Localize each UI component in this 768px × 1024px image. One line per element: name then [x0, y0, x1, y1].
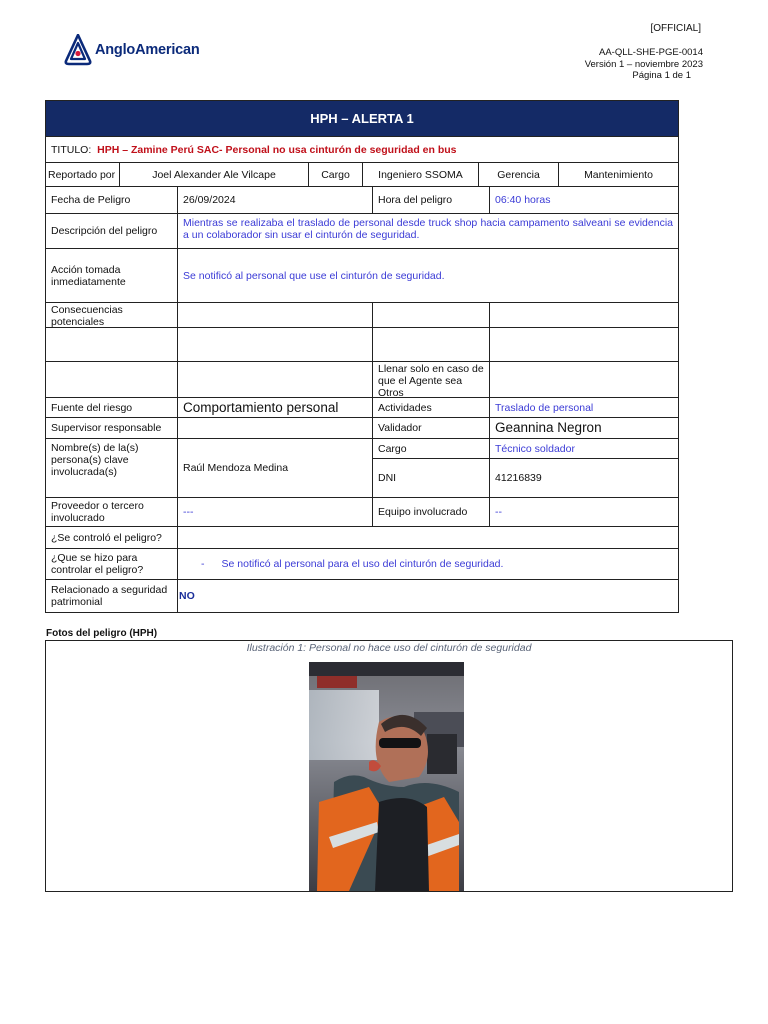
photos-box — [45, 640, 733, 892]
dni-label: DNI — [373, 459, 490, 497]
proveedor-label: Proveedor o tercero involucrado — [46, 498, 178, 526]
fuente-label: Fuente del riesgo — [46, 398, 178, 417]
quehizo-label: ¿Que se hizo para controlar el peligro? — [46, 549, 178, 579]
fuente-value: Comportamiento personal — [178, 398, 373, 417]
cargo-label: Cargo — [309, 163, 363, 186]
doc-version: Versión 1 – noviembre 2023 — [584, 58, 703, 70]
actividades-label: Actividades — [373, 398, 490, 417]
doc-code: AA-QLL-SHE-PGE-0014 — [598, 47, 703, 58]
actividades-value: Traslado de personal — [495, 401, 594, 414]
hazard-alert-form — [45, 100, 679, 613]
nombres-label: Nombre(s) de la(s) persona(s) clave involucrada(s) — [46, 439, 178, 497]
bus-passenger-photo — [309, 662, 464, 891]
hazard-photo — [309, 662, 464, 891]
proveedor-row — [46, 498, 678, 527]
fecha-row — [46, 187, 678, 214]
document-info — [540, 47, 703, 82]
hora-value: 06:40 horas — [495, 194, 551, 206]
cargo2-label: Cargo — [373, 439, 490, 458]
empty-row — [46, 328, 678, 362]
controlo-row — [46, 527, 678, 549]
descripcion-row — [46, 214, 678, 249]
patrimonial-row — [46, 580, 678, 612]
form-banner: HPH – ALERTA 1 — [46, 101, 678, 137]
accion-label: Acción tomada inmediatamente — [46, 249, 178, 302]
supervisor-row — [46, 418, 678, 439]
titulo-label: TITULO: — [51, 143, 92, 156]
fecha-label: Fecha de Peligro — [46, 187, 178, 213]
patrimonial-label: Relacionado a seguridad patrimonial — [46, 580, 178, 612]
company-logo — [64, 34, 200, 66]
fuente-row — [46, 398, 678, 418]
nombres-row — [46, 439, 678, 498]
accion-value: Se notificó al personal que use el cinturón de seguridad. — [183, 269, 445, 282]
validador-value: Geannina Negron — [495, 420, 602, 435]
patrimonial-value: NO — [179, 590, 195, 602]
reportado-row — [46, 163, 678, 187]
gerencia-label: Gerencia — [479, 163, 559, 186]
classification-label: [OFFICIAL] — [650, 23, 701, 34]
supervisor-label: Supervisor responsable — [46, 418, 178, 438]
photo-caption: Ilustración 1: Personal no hace uso del cinturón de seguridad — [246, 642, 532, 654]
titulo-row — [46, 137, 678, 163]
accion-row — [46, 249, 678, 303]
anglo-american-logo-icon — [64, 34, 92, 66]
llenar-label: Llenar solo en caso de que el Agente sea Otros — [373, 362, 490, 397]
photos-section-title: Fotos del peligro (HPH) — [46, 628, 158, 639]
descripcion-label: Descripción del peligro — [46, 214, 178, 248]
validador-label: Validador — [373, 418, 490, 438]
quehizo-value: Se notificó al personal para el uso del cinturón de seguridad. — [221, 558, 504, 570]
consecuencias-label: Consecuencias potenciales — [46, 303, 178, 327]
fecha-value: 26/09/2024 — [178, 187, 373, 213]
quehizo-row — [46, 549, 678, 580]
hora-label: Hora del peligro — [373, 187, 490, 213]
equipo-value: -- — [495, 506, 502, 518]
page-number: Página 1 de 1 — [632, 70, 691, 81]
nombres-value: Raúl Mendoza Medina — [178, 439, 373, 497]
cargo-value: Ingeniero SSOMA — [363, 163, 479, 186]
titulo-value: HPH – Zamine Perú SAC- Personal no usa cinturón de seguridad en bus — [97, 143, 457, 156]
reportado-label: Reportado por — [46, 163, 120, 186]
descripcion-value: Mientras se realizaba el traslado de personal desde truck shop hacia campamento salveani se evidencia a un colaborador sin usar el cinturón de seguridad. — [183, 217, 673, 241]
llenar-row — [46, 362, 678, 398]
cargo2-value: Técnico soldador — [495, 442, 575, 455]
dni-value: 41216839 — [495, 472, 542, 484]
equipo-label: Equipo involucrado — [373, 498, 490, 526]
reportado-value: Joel Alexander Ale Vilcape — [120, 163, 309, 186]
proveedor-value: --- — [178, 498, 373, 526]
consecuencias-row — [46, 303, 678, 328]
quehizo-bullet: - — [201, 558, 205, 570]
gerencia-value: Mantenimiento — [584, 168, 653, 181]
controlo-label: ¿Se controló el peligro? — [46, 527, 178, 548]
logo-text: AngloAmerican — [95, 42, 200, 58]
